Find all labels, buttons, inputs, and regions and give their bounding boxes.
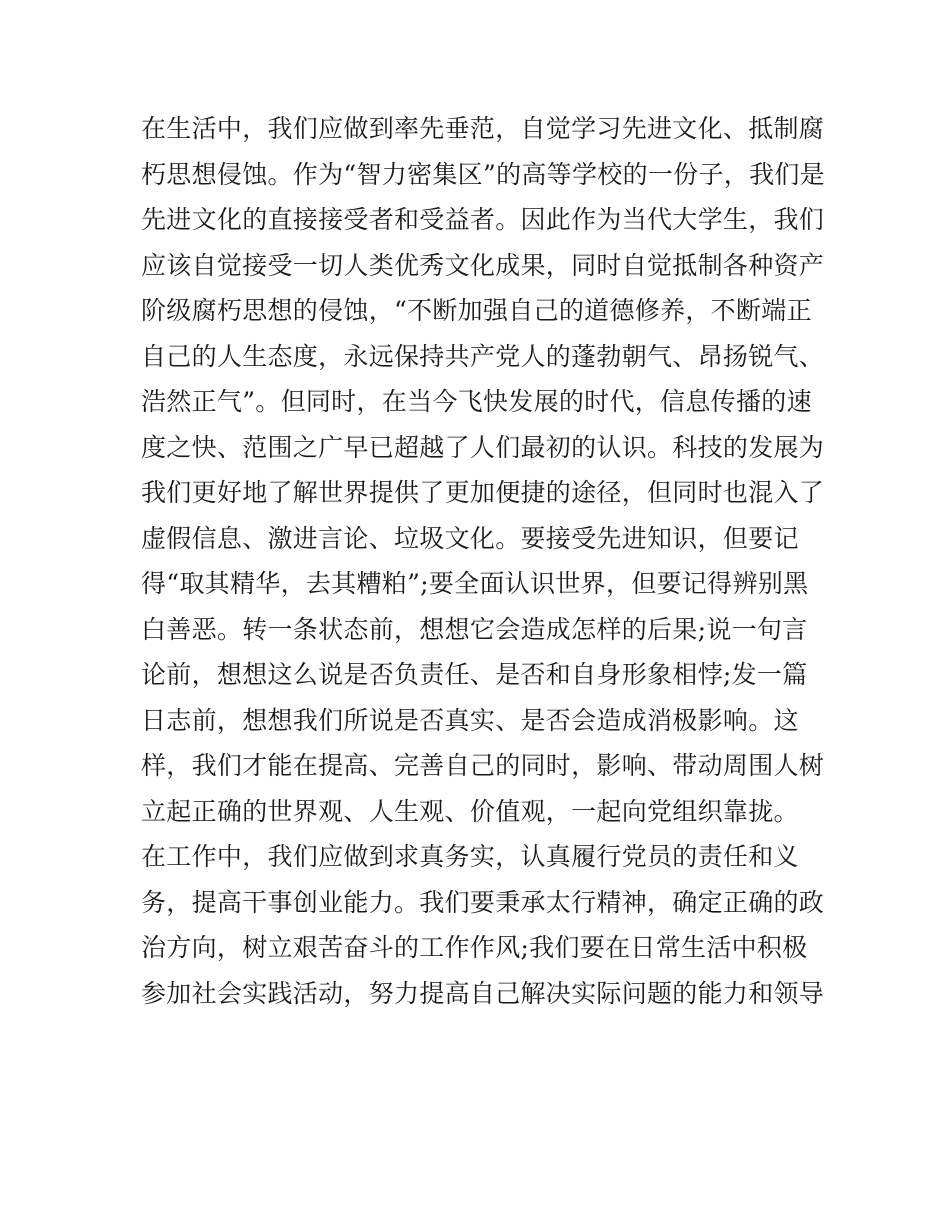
- text-line: 立起正确的世界观、人生观、价值观，一起向党组织靠拢。: [141, 796, 799, 826]
- text-line: 虚假信息、激进言论、垃圾文化。要接受先进知识，但要记: [141, 523, 799, 553]
- text-line: 我们更好地了解世界提供了更加便捷的途径，但同时也混入了: [141, 478, 825, 507]
- text-line: 自己的人生态度，永远保持共产党人的蓬勃朝气、昂扬锐气、: [141, 341, 825, 371]
- text-line: 参加社会实践活动，努力提高自己解决实际问题的能力和领导: [141, 978, 825, 1008]
- text-line: 白善恶。转一条状态前，想想它会造成怎样的后果;说一句言: [141, 614, 808, 644]
- text-line: 应该自觉接受一切人类优秀文化成果，同时自觉抵制各种资产: [141, 250, 825, 280]
- text-line: 浩然正气”。但同时，在当今飞快发展的时代，信息传播的速: [141, 387, 812, 416]
- text-line: 得“取其精华，去其糟粕”;要全面认识世界，但要记得辨别黑: [141, 569, 809, 598]
- text-line: 治方向，树立艰苦奋斗的工作作风;我们要在日常生活中积极: [141, 933, 808, 962]
- text-line: 阶级腐朽思想的侵蚀，“不断加强自己的道德修养，不断端正: [141, 296, 812, 325]
- text-line: 度之快、范围之广早已超越了人们最初的认识。科技的发展为: [141, 432, 825, 462]
- text-line: 论前，想想这么说是否负责任、是否和自身形象相悖;发一篇: [141, 660, 808, 689]
- body-text: [141, 106, 825, 1016]
- text-line: 在生活中，我们应做到率先垂范，自觉学习先进文化、抵制腐: [141, 114, 825, 143]
- text-line: 样，我们才能在提高、完善自己的同时，影响、带动周围人树: [141, 751, 825, 780]
- text-line: 朽思想侵蚀。作为“智力密集区”的高等学校的一份子，我们是: [141, 159, 825, 189]
- text-line: 务，提高干事创业能力。我们要秉承太行精神，确定正确的政: [141, 887, 825, 917]
- text-line: 在工作中，我们应做到求真务实，认真履行党员的责任和义: [141, 842, 799, 871]
- text-line: 日志前，想想我们所说是否真实、是否会造成消极影响。这: [141, 705, 799, 735]
- text-line: 先进文化的直接接受者和受益者。因此作为当代大学生，我们: [141, 205, 825, 234]
